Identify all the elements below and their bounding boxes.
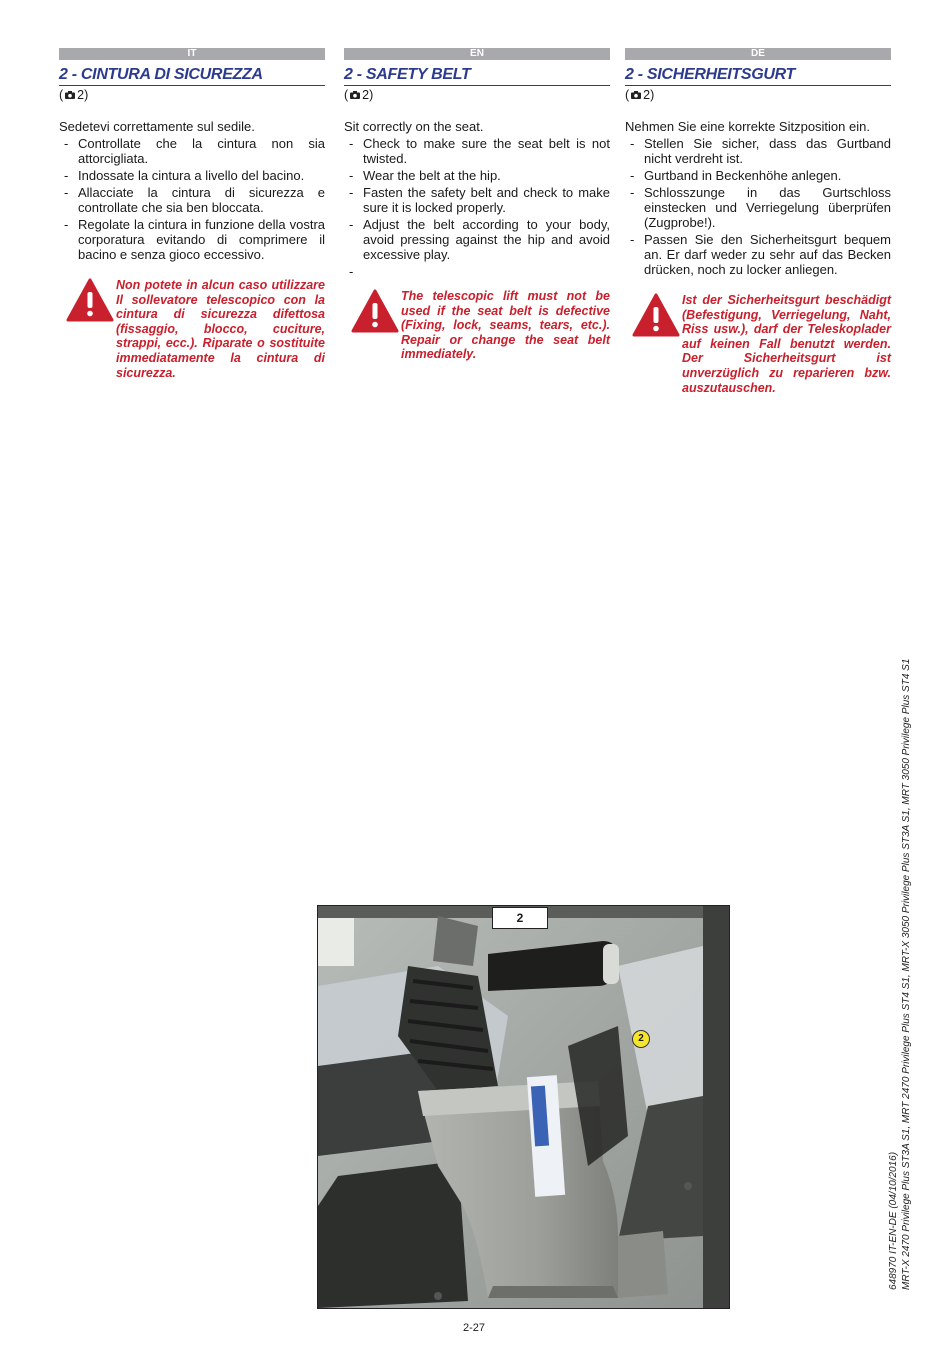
list-item-text: Wear the belt at the hip. (363, 168, 501, 183)
warning-text: Ist der Sicherheitsgurt beschädigt (Befestigung, Verriegelung, Naht, Riss usw.), darf der Teleskoplader auf keinen Fall benutzt werden. Der Sicherheitsgurt ist unverzüglich zu reparieren bzw. auszutauschen. (682, 293, 891, 395)
cab-interior-illustration (318, 906, 729, 1308)
list-item-text: Passen Sie den Sicherheitsgurt bequem an. Er darf weder zu sehr auf das Becken drücken, noch zu locker anliegen. (644, 232, 891, 277)
intro-text: Sit correctly on the seat. (344, 119, 484, 134)
column-english (344, 48, 610, 362)
figure-reference: ( 2) (625, 88, 655, 102)
warning-triangle-icon (66, 278, 114, 322)
seat-belt-photo (317, 905, 730, 1309)
page-number: 2-27 (463, 1322, 486, 1334)
column-german (625, 48, 891, 395)
list-item-text: Allacciate la cintura di sicurezza e controllate che sia ben bloccata. (78, 185, 325, 215)
list-item-text: Check to make sure the seat belt is not twisted. (363, 136, 610, 166)
figure-reference-number: 2) (77, 88, 89, 102)
section-title: 2 - SAFETY BELT (344, 66, 610, 86)
list-item: - Check to make sure the seat belt is not twisted. (349, 136, 610, 166)
intro-text: Sedetevi correttamente sul sedile. (59, 119, 255, 134)
figure-reference-number: 2) (643, 88, 655, 102)
list-item: - (349, 264, 354, 279)
list-item: - Indossate la cintura a livello del bacino. (64, 168, 305, 183)
list-item: - Stellen Sie sicher, dass das Gurtband nicht verdreht ist. (630, 136, 891, 166)
instruction-list (344, 136, 610, 279)
section-title: 2 - SICHERHEITSGURT (625, 66, 891, 86)
document-code: 648970 IT-EN-DE (04/10/2016) (888, 1151, 899, 1290)
document-reference-note (888, 659, 913, 1290)
warning-text: The telescopic lift must not be used if the seat belt is defective (Fixing, lock, seams, tears, etc.). Repair or change the seat belt immediately. (401, 289, 610, 362)
section-title: 2 - CINTURA DI SICUREZZA (59, 66, 325, 86)
list-item-text: Schlosszunge in das Gurtschloss einstecken und Verriegelung überprüfen (Zugprobe!). (644, 185, 891, 230)
list-item: - Regolate la cintura in funzione della vostra corporatura evitando di comprimere il bacino e senza gioco eccessivo. (64, 217, 325, 262)
warning-block (59, 278, 325, 380)
instruction-list (59, 136, 325, 262)
list-item: - Wear the belt at the hip. (349, 168, 501, 183)
figure-label: 2 (492, 907, 548, 929)
column-italian (59, 48, 325, 380)
list-item-text: Gurtband in Beckenhöhe anlegen. (644, 168, 842, 183)
list-item: - Schlosszunge in das Gurtschloss einstecken und Verriegelung überprüfen (Zugprobe!). (630, 185, 891, 230)
figure-reference-number: 2) (362, 88, 374, 102)
warning-text: Non potete in alcun caso utilizzare Il sollevatore telescopico con la cintura di sicurezza difettosa (fissaggio, blocco, cuciture, strappi, ecc.). Riparate o sostituite immediatamente la cintura di sicurezza. (116, 278, 325, 380)
warning-block (625, 293, 891, 395)
list-item: - Adjust the belt according to your body, avoid pressing against the hip and avoid excessive play. (349, 217, 610, 262)
language-header: EN (344, 48, 610, 60)
language-header: DE (625, 48, 891, 60)
list-item-text: Stellen Sie sicher, dass das Gurtband nicht verdreht ist. (644, 136, 891, 166)
camera-icon (631, 91, 641, 99)
list-item: - Allacciate la cintura di sicurezza e controllate che sia ben bloccata. (64, 185, 325, 215)
list-item: - Fasten the safety belt and check to make sure it is locked properly. (349, 185, 610, 215)
instruction-list (625, 136, 891, 277)
warning-block (344, 289, 610, 362)
list-item-text: Controllate che la cintura non sia attorcigliata. (78, 136, 325, 166)
list-item-text: Adjust the belt according to your body, avoid pressing against the hip and avoid excessive play. (363, 217, 610, 262)
list-item: - Controllate che la cintura non sia attorcigliata. (64, 136, 325, 166)
intro-text: Nehmen Sie eine korrekte Sitzposition ein. (625, 119, 870, 134)
list-item: - Gurtband in Beckenhöhe anlegen. (630, 168, 842, 183)
list-item-text: Fasten the safety belt and check to make sure it is locked properly. (363, 185, 610, 215)
warning-triangle-icon (632, 293, 680, 337)
warning-triangle-icon (351, 289, 399, 333)
camera-icon (65, 91, 75, 99)
callout-marker: 2 (632, 1030, 650, 1048)
model-list: MRT-X 2470 Privilege Plus ST3A S1, MRT 2470 Privilege Plus ST4 S1, MRT-X 3050 Privilege Plus ST3A S1, MRT 3050 Privilege Plus ST4 S1 (900, 658, 912, 1290)
figure-reference: ( 2) (344, 88, 374, 102)
figure-reference: ( 2) (59, 88, 89, 102)
list-item-text: Indossate la cintura a livello del bacino. (78, 168, 305, 183)
language-header: IT (59, 48, 325, 60)
camera-icon (350, 91, 360, 99)
list-item: - Passen Sie den Sicherheitsgurt bequem an. Er darf weder zu sehr auf das Becken drücken, noch zu locker anliegen. (630, 232, 891, 277)
list-item-text: Regolate la cintura in funzione della vostra corporatura evitando di comprimere il bacino e senza gioco eccessivo. (78, 217, 325, 262)
